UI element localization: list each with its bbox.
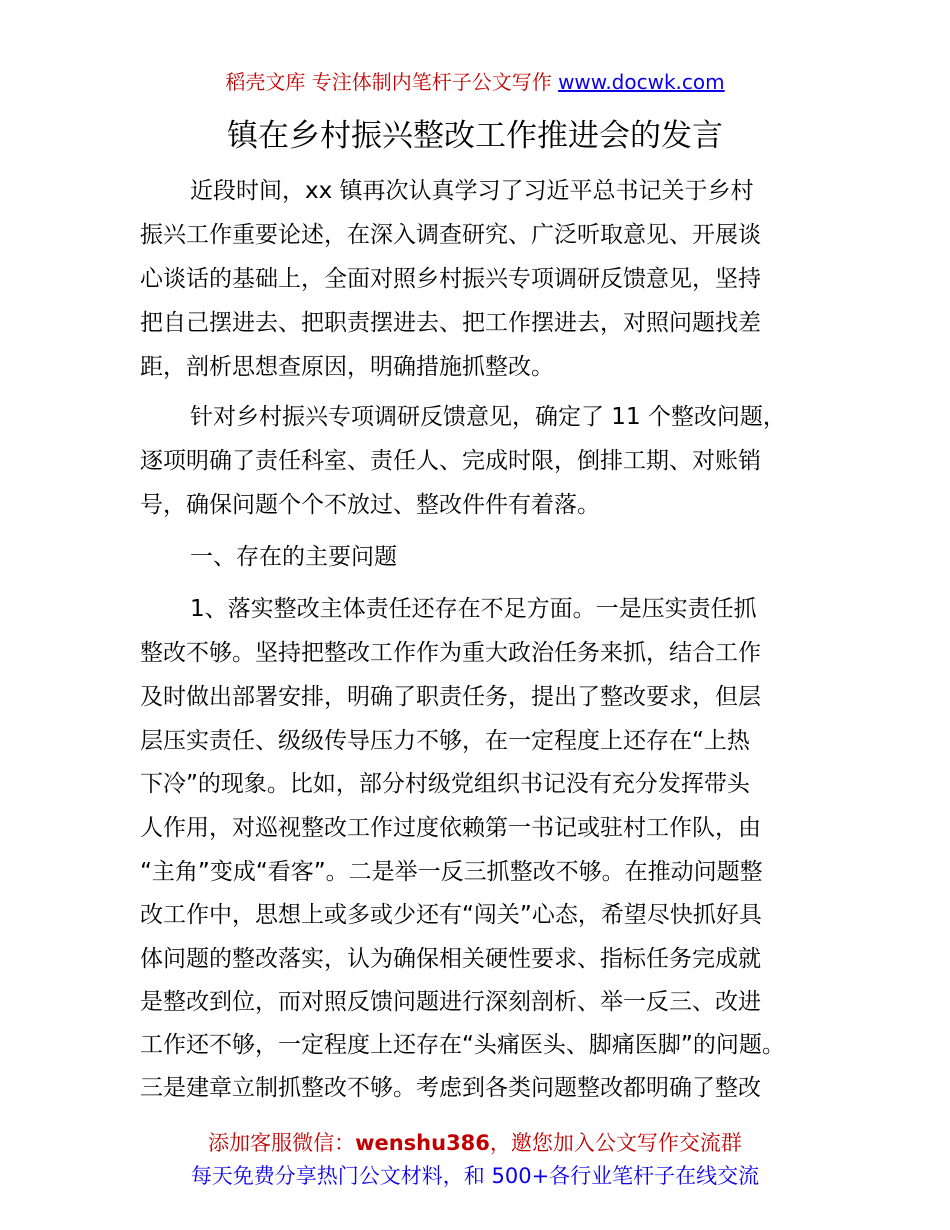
header-brand: 稻壳文库 专注体制内笔杆子公文写作 [225, 70, 559, 94]
body-line: 针对乡村振兴专项调研反馈意见，确定了 11 个整改问题， [190, 404, 786, 430]
footer-contact-suffix: ，邀您加入公文写作交流群 [489, 1131, 742, 1155]
body-line: 振兴工作重要论述，在深入调查研究、广泛听取意见、开展谈 [140, 222, 761, 248]
body-line: 三是建章立制抓整改不够。考虑到各类问题整改都明确了整改 [140, 1075, 761, 1101]
section-heading: 一、存在的主要问题 [190, 544, 397, 570]
document-title: 镇在乡村振兴整改工作推进会的发言 [227, 118, 723, 154]
footer-contact-prefix: 添加客服微信： [208, 1131, 356, 1155]
body-line: 是整改到位，而对照反馈问题进行深刻剖析、举一反三、改进 [140, 989, 761, 1015]
body-line: 体问题的整改落实，认为确保相关硬性要求、指标任务完成就 [140, 946, 761, 972]
body-line: 逐项明确了责任科室、责任人、完成时限，倒排工期、对账销 [140, 448, 761, 474]
body-line: 把自己摆进去、把职责摆进去、把工作摆进去，对照问题找差 [140, 310, 761, 336]
footer-contact-line [0, 1127, 950, 1159]
body-line: 工作还不够，一定程度上还存在“头痛医头、脚痛医脚”的问题。 [140, 1032, 785, 1058]
footer-promo-line: 每天免费分享热门公文材料，和 500+各行业笔杆子在线交流 [190, 1164, 760, 1188]
body-line: 近段时间，xx 镇再次认真学习了习近平总书记关于乡村 [190, 178, 754, 204]
body-line: 心谈话的基础上，全面对照乡村振兴专项调研反馈意见，坚持 [140, 266, 761, 292]
header-url-link[interactable]: www.docwk.com [558, 70, 725, 94]
body-line: 及时做出部署安排，明确了职责任务，提出了整改要求，但层 [140, 684, 761, 710]
body-line: 改工作中，思想上或多或少还有“闯关”心态，希望尽快抓好具 [140, 902, 762, 928]
body-line: 下冷”的现象。比如，部分村级党组织书记没有充分发挥带头 [140, 771, 750, 797]
footer-wechat-id: wenshu386 [355, 1131, 490, 1155]
body-line: “主角”变成“看客”。二是举一反三抓整改不够。在推动问题整 [140, 859, 763, 885]
body-line: 距，剖析思想查原因，明确措施抓整改。 [140, 354, 554, 380]
body-line: 号，确保问题个个不放过、整改件件有着落。 [140, 492, 600, 518]
page-header [0, 66, 950, 98]
body-line: 1、落实整改主体责任还存在不足方面。一是压实责任抓 [190, 596, 757, 622]
body-line: 层压实责任、级级传导压力不够，在一定程度上还存在“上热 [140, 728, 750, 754]
body-line: 人作用，对巡视整改工作过度依赖第一书记或驻村工作队，由 [140, 815, 761, 841]
body-line: 整改不够。坚持把整改工作作为重大政治任务来抓，结合工作 [140, 640, 761, 666]
